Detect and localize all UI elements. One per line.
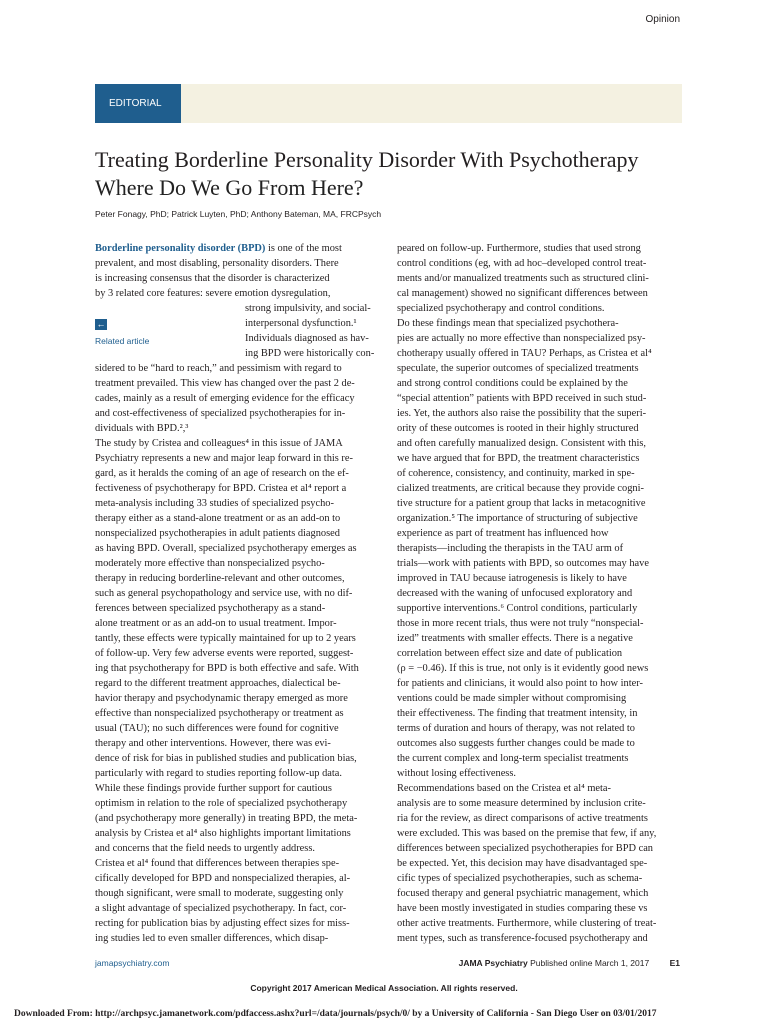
- text-line: ority of these outcomes is rooted in their highly structured: [397, 423, 639, 434]
- text-line: usual (TAU); no such differences were found for cognitive: [95, 723, 339, 734]
- text-line: tive structure for a patient group that lacks in metacognitive: [397, 498, 646, 509]
- text-line: While these findings provide further support for cautious: [95, 783, 332, 794]
- section-label: Opinion: [645, 14, 680, 25]
- text-line: cific types of specialized psychotherapies, such as schema-: [397, 873, 643, 884]
- page-number: E1: [669, 958, 680, 968]
- text-line: ing studies led to even smaller differences, which disap-: [95, 933, 329, 944]
- editorial-banner: [95, 84, 682, 123]
- text-line: therapy either as a stand-alone treatment or as an add-on to: [95, 513, 341, 524]
- text-line: gard, as it heralds the coming of an age of research on the ef-: [95, 468, 349, 479]
- text-line: other active treatments. Furthermore, while clustering of treat-: [397, 918, 657, 929]
- text-line: pies are actually no more effective than nonspecialized psy-: [397, 333, 646, 344]
- text-line: control conditions (eg, with ad hoc–developed control treat-: [397, 258, 647, 269]
- text-line: such as general psychopathology and service use, with no dif-: [95, 588, 353, 599]
- text-line: cades, mainly as a result of emerging evidence for the efficacy: [95, 393, 355, 404]
- text-line: Psychiatry represents a new and major leap forward in this re-: [95, 453, 353, 464]
- text-line: recting for publication bias by adjusting effect sizes for miss-: [95, 918, 350, 929]
- text-line: speculate, the superior outcomes of specialized treatments: [397, 363, 639, 374]
- text-line: ventions could be made simpler without compromising: [397, 693, 627, 704]
- text-line: ing BPD were historically con-: [245, 348, 375, 359]
- text-line: analysis by Cristea et al⁴ also highlights important limitations: [95, 828, 351, 839]
- text-line: effective than nonspecialized psychotherapy or treatment as: [95, 708, 344, 719]
- text-line: organization.⁵ The importance of structuring of subjective: [397, 513, 638, 524]
- text-line: improved in TAU because iatrogenesis is likely to have: [397, 573, 627, 584]
- text-line: of coherence, consistency, and continuity, marked in spe-: [397, 468, 635, 479]
- text-line: be expected. Yet, this decision may have disadvantaged spe-: [397, 858, 648, 869]
- text-line: a slight advantage of specialized psychotherapy. In fact, cor-: [95, 903, 347, 914]
- text-line: The study by Cristea and colleagues⁴ in this issue of JAMA: [95, 438, 343, 449]
- published-date: Published online March 1, 2017: [530, 958, 650, 968]
- text-line: ment types, such as transference-focused psychotherapy and: [397, 933, 648, 944]
- text-line: specialized psychotherapy and control conditions.: [397, 303, 605, 314]
- text-line: “special attention” patients with BPD received in such stud-: [397, 393, 647, 404]
- body-column-left: [95, 241, 381, 946]
- text-line: their effectiveness. The finding that treatment intensity, in: [397, 708, 638, 719]
- text-line: we have argued that for BPD, the treatment characteristics: [397, 453, 640, 464]
- text-line: focused therapy and general psychiatric management, which: [397, 888, 649, 899]
- text-line: moderately more effective than nonspecialized psycho-: [95, 558, 325, 569]
- text-line: therapists—including the therapists in the TAU arm of: [397, 543, 624, 554]
- footer-journal-info: [459, 958, 680, 968]
- text-line: particularly with regard to studies reporting follow-up data.: [95, 768, 342, 779]
- text-line: cal management) showed no significant differences between: [397, 288, 648, 299]
- text-line: prevalent, and most disabling, personality disorders. There: [95, 258, 339, 269]
- text-line-rest: is one of the most: [265, 243, 342, 254]
- text-line: those in more recent trials, thus were not truly “nonspecial-: [397, 618, 644, 629]
- journal-website-link[interactable]: jamapsychiatry.com: [95, 958, 170, 968]
- text-line: by 3 related core features: severe emotion dysregulation,: [95, 288, 331, 299]
- text-line: ferences between specialized psychotherapy as a stand-: [95, 603, 326, 614]
- text-line: Individuals diagnosed as hav-: [245, 333, 369, 344]
- text-line: supportive interventions.⁶ Control conditions, particularly: [397, 603, 638, 614]
- body-column-right: [397, 241, 683, 946]
- article-subtitle: Where Do We Go From Here?: [95, 175, 364, 200]
- text-line: were excluded. This was based on the premise that few, if any,: [397, 828, 657, 839]
- text-line: treatment prevailed. This view has changed over the past 2 de-: [95, 378, 355, 389]
- text-line: Do these findings mean that specialized psychothera-: [397, 318, 619, 329]
- text-line: regard to the different treatment approaches, dialectical be-: [95, 678, 341, 689]
- text-line: chotherapy usually offered in TAU? Perhaps, as Cristea et al⁴: [397, 348, 652, 359]
- related-article-label: Related article: [95, 336, 150, 346]
- text-line: without losing effectiveness.: [397, 768, 516, 779]
- text-line: cialized treatments, are critical because they provide cogni-: [397, 483, 644, 494]
- text-line: sidered to be “hard to reach,” and pessimism with regard to: [95, 363, 342, 374]
- text-line: correlation between effect size and date of publication: [397, 648, 623, 659]
- text-line: as having BPD. Overall, specialized psychotherapy emerges as: [95, 543, 357, 554]
- text-line: and often carefully manualized design. Consistent with this,: [397, 438, 647, 449]
- text-line: Recommendations based on the Cristea et al⁴ meta-: [397, 783, 611, 794]
- text-line: meta-analysis including 33 studies of specialized psycho-: [95, 498, 334, 509]
- text-line: havior therapy and psychodynamic therapy emerged as more: [95, 693, 348, 704]
- text-line: optimism in relation to the role of specialized psychotherapy: [95, 798, 348, 809]
- text-line: and cost-effectiveness of specialized psychotherapies for in-: [95, 408, 346, 419]
- text-line: Cristea et al⁴ found that differences between therapies spe-: [95, 858, 340, 869]
- article-title: Treating Borderline Personality Disorder With Psychotherapy: [95, 147, 639, 172]
- text-line: of follow-up. Very few adverse events were reported, suggest-: [95, 648, 354, 659]
- text-line: (ρ = −0.46). If this is true, not only is it evidently good news: [397, 663, 649, 674]
- text-line: peared on follow-up. Furthermore, studies that used strong: [397, 243, 641, 254]
- text-line: strong impulsivity, and social-: [245, 303, 371, 314]
- text-line: though significant, were small to moderate, suggesting only: [95, 888, 344, 899]
- text-line: experience as part of treatment has influenced how: [397, 528, 609, 539]
- text-line: the current complex and long-term specialist treatments: [397, 753, 629, 764]
- arrow-left-icon: ←: [96, 319, 106, 329]
- text-line: ria for the review, as direct comparisons of active treatments: [397, 813, 648, 824]
- text-line: tantly, these effects were typically maintained for up to 2 years: [95, 633, 356, 644]
- text-line: ments and/or manualized treatments such as structured clini-: [397, 273, 649, 284]
- lead-term: Borderline personality disorder (BPD): [95, 243, 266, 254]
- text-line: (and psychotherapy more generally) in treating BPD, the meta-: [95, 813, 358, 824]
- text-line: therapy in reducing borderline-relevant and other outcomes,: [95, 573, 345, 584]
- text-line: alone treatment or as an add-on to usual treatment. Impor-: [95, 618, 337, 629]
- text-line: dence of risk for bias in published studies and publication bias,: [95, 753, 357, 764]
- text-line: is increasing consensus that the disorder is characterized: [95, 273, 330, 284]
- text-line: for patients and clinicians, it would also point to how inter-: [397, 678, 643, 689]
- copyright-notice: Copyright 2017 American Medical Association. All rights reserved.: [250, 983, 518, 993]
- text-line: ies. Yet, the authors also raise the possibility that the superi-: [397, 408, 647, 419]
- text-line: [95, 241, 381, 256]
- text-line: cifically developed for BPD and nonspecialized therapies, al-: [95, 873, 351, 884]
- editorial-tag: EDITORIAL: [95, 84, 181, 123]
- text-line: nonspecialized psychotherapies in adult patients diagnosed: [95, 528, 340, 539]
- text-line: and strong control conditions could be explained by the: [397, 378, 628, 389]
- download-notice: Downloaded From: http://archpsyc.jamanetwork.com/pdfaccess.ashx?url=/data/journals/psych/0/ by a University of California - San Diego User on 03/01/2017: [14, 1009, 657, 1019]
- text-line: analysis are to some measure determined by inclusion crite-: [397, 798, 646, 809]
- text-line: dividuals with BPD.²,³: [95, 423, 189, 434]
- text-line: and concerns that the field needs to urgently address.: [95, 843, 315, 854]
- text-line: fectiveness of psychotherapy for BPD. Cristea et al⁴ report a: [95, 483, 347, 494]
- text-line: outcomes also suggests further changes could be made to: [397, 738, 635, 749]
- text-line: ized” treatments with smaller effects. There is a negative: [397, 633, 633, 644]
- text-line: therapy and other interventions. However, there was evi-: [95, 738, 331, 749]
- text-line: interpersonal dysfunction.¹: [245, 318, 357, 329]
- text-line: ing that psychotherapy for BPD is both effective and safe. With: [95, 663, 359, 674]
- text-line: terms of duration and hours of therapy, was not related to: [397, 723, 635, 734]
- text-line: decreased with the waning of unfocused exploratory and: [397, 588, 633, 599]
- text-line: have been mostly investigated in studies comparing these vs: [397, 903, 648, 914]
- text-line: differences between specialized psychotherapies for BPD can: [397, 843, 654, 854]
- author-list: Peter Fonagy, PhD; Patrick Luyten, PhD; Anthony Bateman, MA, FRCPsych: [95, 209, 382, 219]
- journal-name: JAMA Psychiatry: [458, 958, 528, 968]
- text-line: trials—work with patients with BPD, so outcomes may have: [397, 558, 649, 569]
